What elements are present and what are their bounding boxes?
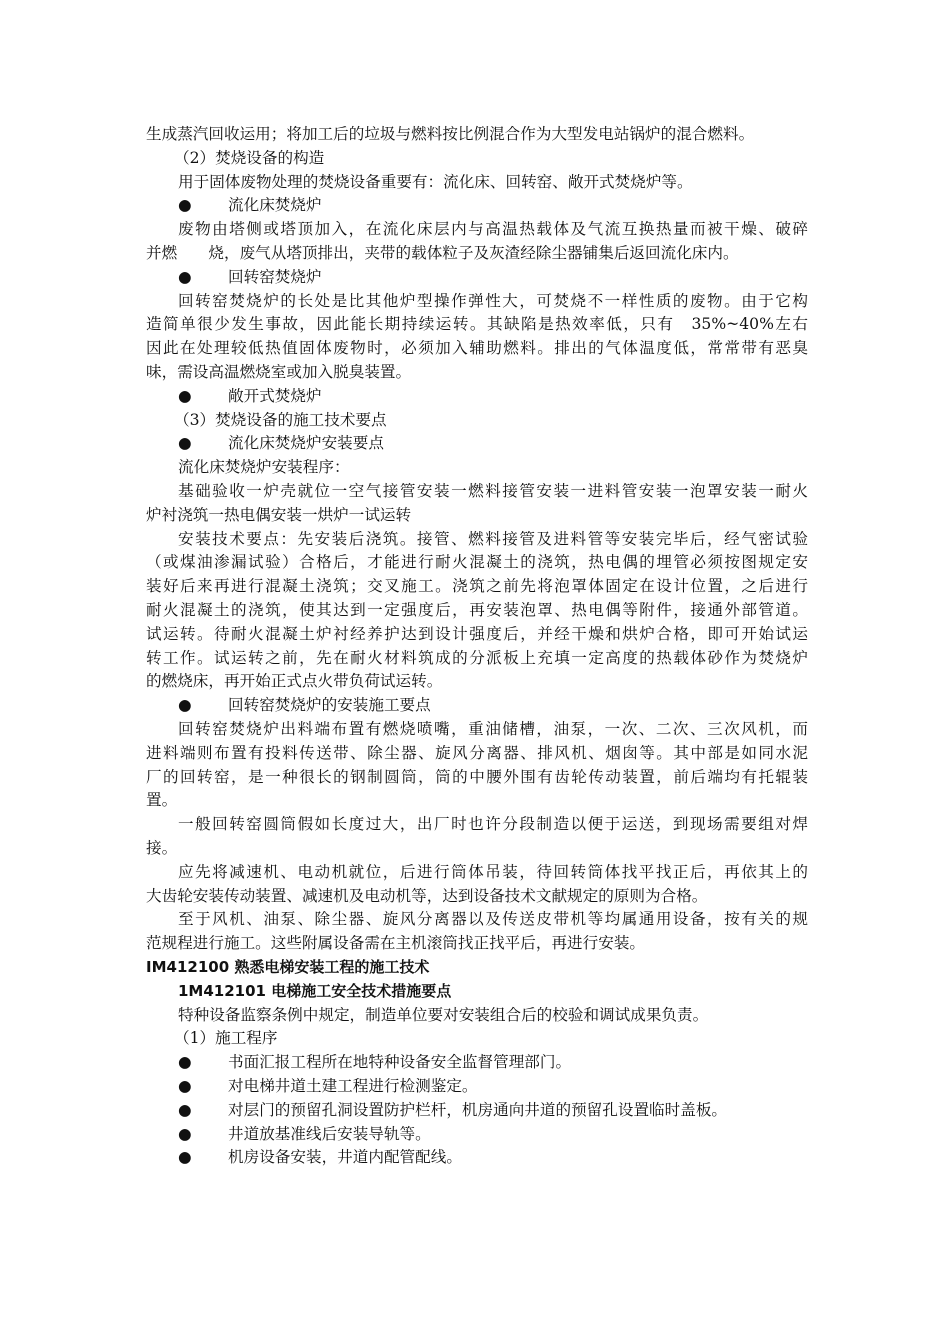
paragraph-line: （或煤油渗漏试验）合格后，才能进行耐火混凝土的浇筑，热电偶的埋管必须按图规定安 [146,553,808,572]
bullet-icon: ● [178,1100,192,1119]
bullet-text: 书面汇报工程所在地特种设备安全监督管理部门。 [228,1053,572,1072]
bullet-icon: ● [178,1124,192,1143]
paragraph-line: 味，需设高温燃烧室或加入脱臭装置。 [146,363,412,381]
paragraph-line: （2）焚烧设备的构造 [174,148,325,167]
paragraph-line: 特种设备监察条例中规定，制造单位要对安装组合后的校验和调试成果负责。 [178,1005,709,1024]
section-heading: IM412100 熟悉电梯安装工程的施工技术 [146,958,430,976]
paragraph-line: 基础验收一炉壳就位一空气接管安装一燃料接管安装一进料管安装一泡罩安装一耐火 [178,482,808,500]
paragraph-line: 安装技术要点：先安装后浇筑。接管、燃料接管及进料管等安装完毕后，经气密试验 [178,529,808,548]
paragraph-line: 废物由塔侧或塔顶加入，在流化床层内与高温热载体及气流互换热量而被干燥、破碎 [178,220,808,239]
paragraph-line: 因此在处理较低热值固体废物时，必须加入辅助燃料。排出的气体温度低，常常带有恶臭 [146,339,808,358]
paragraph-line: 至于风机、油泵、除尘器、旋风分离器以及传送皮带机等均属通用设备，按有关的规 [178,910,808,929]
bullet-item [178,265,808,289]
paragraph-line: 回转窑焚烧炉的长处是比其他炉型操作弹性大，可焚烧不一样性质的废物。由于它构 [178,291,808,310]
paragraph-line: 置。 [146,791,178,810]
bullet-text: 回转窑焚烧炉的安装施工要点 [228,696,431,715]
bullet-icon: ● [178,386,192,405]
bullet-icon: ● [178,267,192,286]
bullet-text: 井道放基准线后安装导轨等。 [228,1124,431,1143]
bullet-item [178,1122,808,1146]
bullet-icon: ● [178,1077,192,1095]
bullet-text: 流化床焚烧炉 [228,196,322,215]
bullet-icon: ● [178,434,192,453]
paragraph-line: 流化床焚烧炉安装程序： [178,458,350,477]
paragraph-line: 进料端则布置有投料传送带、除尘器、旋风分离器、排风机、烟囱等。其中部是如同水泥 [146,743,808,762]
bullet-icon: ● [178,1053,192,1072]
paragraph-line: （1）施工程序 [174,1029,278,1048]
paragraph-line: 造简单很少发生事故，因此能长期持续运转。其缺陷是热效率低，只有 35%~40%左右 [146,315,808,334]
paragraph-line: 转工作。试运转之前，先在耐火材料筑成的分派板上充填一定高度的热载体砂作为焚烧炉 [146,648,808,667]
paragraph-line: 试运转。待耐火混凝土炉衬经养护达到设计强度后，并经干燥和烘炉合格，即可开始试运 [146,624,808,643]
bullet-item [178,1145,808,1169]
paragraph-line: 生成蒸汽回收运用；将加工后的垃圾与燃料按比例混合作为大型发电站锅炉的混合燃料。 [146,125,755,143]
paragraph-line: 一般回转窑圆筒假如长度过大，出厂时也许分段制造以便于运送，到现场需要组对焊 [178,815,808,834]
bullet-icon: ● [178,196,192,215]
bullet-icon: ● [178,696,192,715]
bullet-icon: ● [178,1148,192,1167]
bullet-text: 回转窑焚烧炉 [228,267,322,286]
paragraph-line: 用于固体废物处理的焚烧设备重要有：流化床、回转窑、敞开式焚烧炉等。 [178,172,693,191]
bullet-item [178,193,808,217]
bullet-item [178,1098,808,1122]
paragraph-line: 装好后来再进行混凝土浇筑；交叉施工。浇筑之前先将泡罩体固定在设计位置，之后进行 [146,577,808,596]
bullet-item [178,431,808,455]
bullet-item [178,1074,808,1098]
bullet-text: 敞开式焚烧炉 [228,386,322,405]
paragraph-line: （3）焚烧设备的施工技术要点 [174,410,387,429]
paragraph-line: 回转窑焚烧炉出料端布置有燃烧喷嘴，重油储槽，油泵，一次、二次、三次风机，而 [178,720,808,738]
paragraph-line: 大齿轮安装传动装置、减速机及电动机等，达到设备技术文献规定的原则为合格。 [146,886,708,905]
paragraph-line: 并燃 烧，废气从塔顶排出，夹带的载体粒子及灰渣经除尘器铺集后返回流化床内。 [146,244,739,262]
bullet-item [178,1050,808,1074]
bullet-text: 流化床焚烧炉安装要点 [228,434,384,453]
paragraph-line: 厂的回转窑，是一种很长的钢制圆筒，筒的中腰外围有齿轮传动装置，前后端均有托辊装 [146,767,808,786]
paragraph-line: 炉衬浇筑一热电偶安装一烘炉一试运转 [146,505,412,524]
section-heading: 1M412101 电梯施工安全技术措施要点 [178,981,452,1000]
paragraph-line: 范规程进行施工。这些附属设备需在主机滚筒找正找平后，再进行安装。 [146,934,646,953]
paragraph-line: 的燃烧床，再开始正式点火带负荷试运转。 [146,672,443,691]
bullet-item [178,384,808,408]
bullet-text: 对层门的预留孔洞设置防护栏杆，机房通向井道的预留孔设置临时盖板。 [228,1100,728,1119]
bullet-text: 机房设备安装，井道内配管配线。 [228,1148,462,1167]
paragraph-line: 应先将减速机、电动机就位，后进行筒体吊装，待回转筒体找平找正后，再依其上的 [178,862,808,881]
bullet-text: 对电梯井道土建工程进行检测鉴定。 [228,1077,478,1095]
paragraph-line: 接。 [146,839,178,857]
paragraph-line: 耐火混凝土的浇筑，使其达到一定强度后，再安装泡罩、热电偶等附件，接通外部管道。 [146,601,808,619]
bullet-item [178,693,808,717]
